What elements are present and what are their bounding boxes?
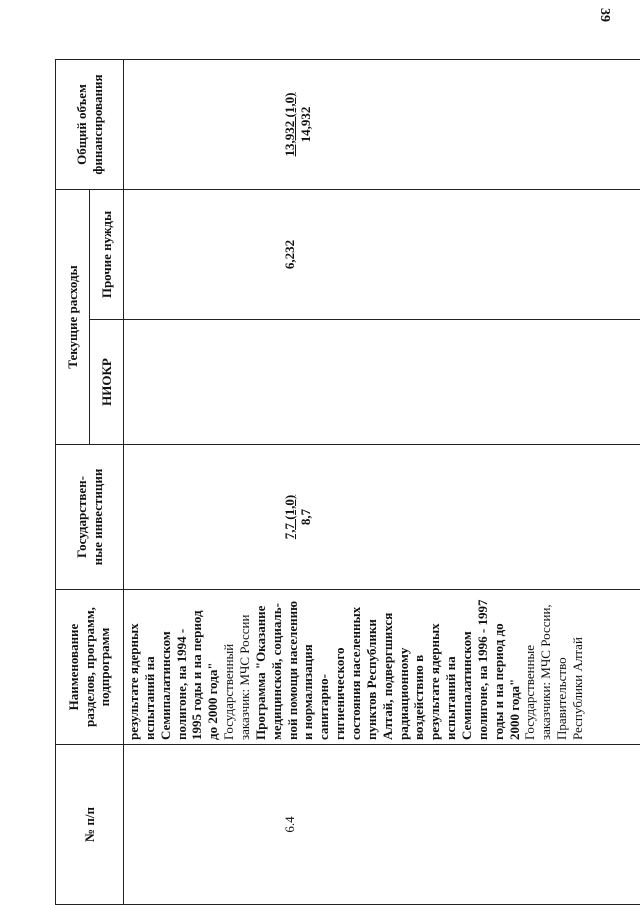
row-6-4-name: и нормализация [300,594,316,740]
row-6-4-name: воздействию в [411,594,427,740]
col-niokr [124,320,640,445]
page-number: 39 [596,8,612,22]
row-6-4-other: 6,232 [282,190,298,319]
row-6-4-customer: заказчики: МЧС России, [538,594,554,740]
row-6-4-name: пунктов Республики [364,594,380,740]
row-6-4-total: 14,932 [298,107,313,143]
continued-line: до 2000 года" [205,594,221,740]
row-6-4-customer: Государственные [522,594,538,740]
row-6-4-invest-underlined: 7,7 (1,0) [282,445,298,589]
row-6-4-name: ной помощи населению [285,594,301,740]
col-num [124,745,640,905]
row-6-4-invest: 8,7 [298,509,313,525]
financing-table [55,59,640,905]
continued-line: 1995 годы и на период [189,594,205,740]
customer-prev: Государственный [221,594,237,740]
col-investments [124,445,640,590]
row-6-4-name: гигиенического [332,594,348,740]
row-6-4-num: 6.4 [282,745,298,904]
col-total [124,60,640,190]
header-other-needs: Прочие нужды [90,190,124,320]
customer-prev: заказчик: МЧС России [237,594,253,740]
continued-line: испытаний на [142,594,158,740]
row-6-4-name: санитарно- [316,594,332,740]
header-niokr: НИОКР [90,320,124,445]
continued-line: Семипалатинском [158,594,174,740]
row-6-4-name: радиационному [396,594,412,740]
header-name: Наименование разделов, программ, подпрограмм [56,590,124,745]
row-6-4-name: Алтай, подвергшихся [380,594,396,740]
row-6-4-name: Семипалатинском [459,594,475,740]
header-current-expenses: Текущие расходы [56,190,90,445]
header-num: № п/п [56,745,124,905]
row-6-4-name: состояния населенных [348,594,364,740]
header-investments: Государствен- ные инвестиции [56,445,124,590]
row-6-4-name: полигоне, на 1996 - 1997 [475,594,491,740]
row-6-4-customer: Республики Алтай [570,594,586,740]
row-6-4-customer: Правительство [554,594,570,740]
continued-line: результате ядерных [126,594,142,740]
row-6-4-name: медицинской, социаль- [269,594,285,740]
rotated-page [55,60,640,905]
row-6-4-name: годы и на период до [491,594,507,740]
continued-line: полигоне, на 1994 - [174,594,190,740]
row-6-4-name: 2000 года" [507,594,523,740]
row-6-4-total-underlined: 13,932 (1,0) [282,60,298,189]
row-6-4-name: Программа "Оказание [253,594,269,740]
row-6-4-name: результате ядерных [427,594,443,740]
col-name [124,590,640,745]
col-other-needs [124,190,640,320]
row-6-4-name: испытаний на [443,594,459,740]
header-total: Общий объем финансирования [56,60,124,190]
